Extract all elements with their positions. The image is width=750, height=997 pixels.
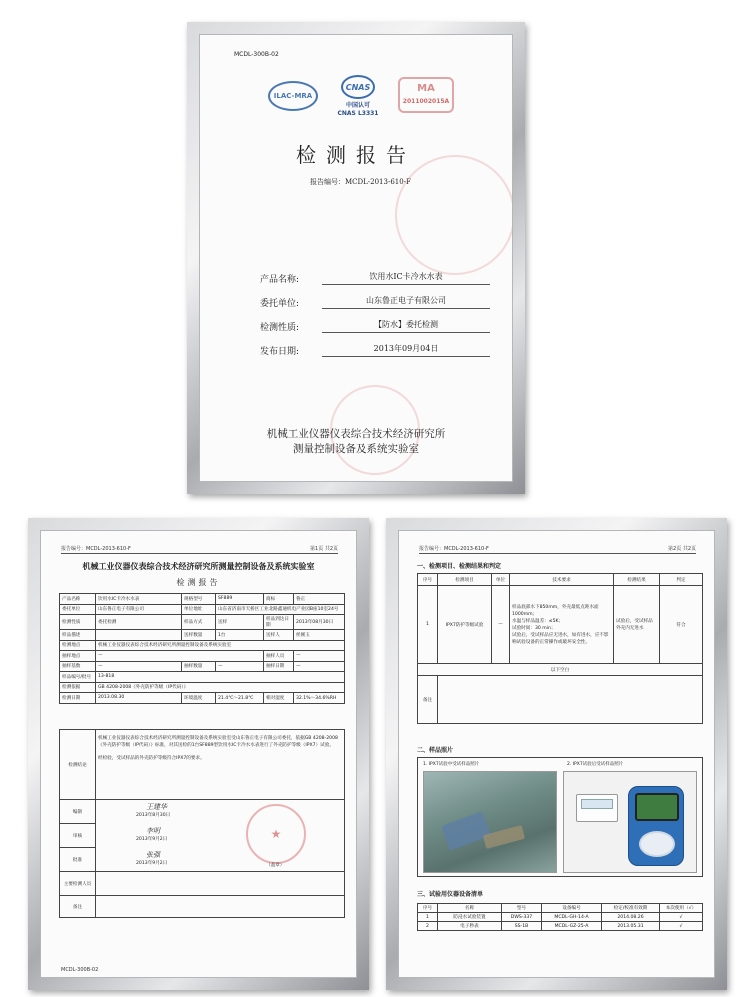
cell: 鲁正 xyxy=(294,594,345,605)
form-code: MCDL-300B-02 xyxy=(234,51,279,58)
cell: 机械工业仪器仪表综合技术经济研究所测量控制设备及系统实验室 xyxy=(96,640,345,651)
cell: 检测性质 xyxy=(60,615,96,630)
equipment-table xyxy=(417,903,703,931)
cell xyxy=(96,872,345,896)
table-row xyxy=(60,615,345,630)
cell: SF889 xyxy=(216,594,264,605)
signature: 李明 xyxy=(146,827,160,835)
table-header-row xyxy=(418,904,703,913)
cover-page xyxy=(199,34,513,482)
signature: 张强 xyxy=(146,851,160,859)
cell: 送样 xyxy=(216,615,264,630)
cell: — xyxy=(492,586,510,664)
field-row xyxy=(260,333,490,357)
issuing-organization xyxy=(200,427,512,457)
conclusion-text: 经检验，受试样品的外壳防护等级符合IPX7的要求。 xyxy=(98,756,205,761)
cell: 2013.05.31 xyxy=(602,922,660,931)
report-number: 报告编号：MCDL-2013-610-F xyxy=(310,178,411,186)
table-row xyxy=(418,676,703,724)
section-heading: 一、检测项目、检测结果和判定 xyxy=(417,563,502,570)
cell: GB 4208-2008《外壳防护等级（IP代码）》 xyxy=(96,682,345,693)
table-row xyxy=(60,651,345,662)
section-heading: 三、试验用仪器设备清单 xyxy=(417,891,484,898)
cell: IPX7防护等级试验 xyxy=(438,586,492,664)
field-value: 饮用水IC卡冷水水表 xyxy=(322,271,490,285)
requirement-line: 试验时间：30 min； xyxy=(512,625,556,631)
conclusion-text: 机械工业仪器仪表综合技术经济研究所测量控制设备及系统实验室受山东鲁正电子有限公司委托，依据GB 4208-2008《外壳防护等级（IP代码）》标准，对其送检的1台SF889型饮用水IC卡冷水水表进行了外壳防护等级（IPX7）试验。 xyxy=(98,736,338,748)
requirement-line: 样品底部水下850mm，外壳最低点距水面1000mm； xyxy=(512,604,599,617)
header-page-no: 第2页 共2页 xyxy=(668,546,696,552)
cell: — xyxy=(96,651,264,662)
cell: 1 xyxy=(418,586,438,664)
cell: 侯刚玉 xyxy=(294,630,345,641)
cell: 相对湿度 xyxy=(264,693,294,704)
cnas-number: CNAS L3331 xyxy=(337,110,379,117)
cell: 抽样地点 xyxy=(60,651,96,662)
cell: 饮用水IC卡冷水水表 xyxy=(96,594,182,605)
card-display-icon xyxy=(581,799,613,809)
cell: 以下空白 xyxy=(418,664,703,676)
signature-date: 2013年9月2日 xyxy=(136,861,168,866)
signature-date: 2013年9月2日 xyxy=(136,837,168,842)
page-footer-code: MCDL-300B-02 xyxy=(61,967,99,973)
report-page-1 xyxy=(40,530,357,978)
cell: 2014.08.26 xyxy=(602,913,660,922)
cell: 2 xyxy=(418,922,438,931)
table-row xyxy=(60,872,345,896)
cell: 检测结论 xyxy=(60,730,96,800)
table-row xyxy=(60,630,345,641)
cell: 批准 xyxy=(60,848,96,872)
table-header-row xyxy=(418,574,703,586)
header-report-no: 报告编号：MCDL-2013-610-F xyxy=(419,546,489,552)
column-header: 判定 xyxy=(660,574,703,586)
cell: 山东省济南市天桥区工业北路鑫通机电产业园B座10室24号 xyxy=(216,604,345,615)
page1-frame xyxy=(28,518,369,990)
cell xyxy=(96,896,345,918)
cell: 委托检测 xyxy=(96,615,182,630)
column-header: 设备编号 xyxy=(542,904,602,913)
sample-underwater-photo xyxy=(423,771,557,873)
pipe-fitting-icon xyxy=(483,825,525,849)
ic-card-icon xyxy=(576,794,618,822)
cell: 电子秒表 xyxy=(438,922,502,931)
header-report-no: 报告编号：MCDL-2013-610-F xyxy=(61,546,131,552)
table-row xyxy=(60,800,345,824)
stamp-caption: （盖章） xyxy=(266,863,285,868)
cell: SS-1B xyxy=(502,922,542,931)
field-row xyxy=(260,285,490,309)
cell: 符合 xyxy=(660,586,703,664)
column-header: 检定/校准有效期 xyxy=(602,904,660,913)
cell: MCDL-GZ-25-A xyxy=(542,922,602,931)
photo-caption: 2. IPX7试验后受试样品照片 xyxy=(567,762,624,767)
table-row xyxy=(60,693,345,704)
cell: 备注 xyxy=(60,896,96,918)
column-header: 检测结果 xyxy=(614,574,660,586)
org-line: 机械工业仪器仪表综合技术经济研究所 xyxy=(266,428,446,440)
signature-date: 2013年8月30日 xyxy=(136,813,171,818)
cell: — xyxy=(96,661,182,672)
sample-after-test-photo xyxy=(563,771,697,873)
cell: 2013.08.30 xyxy=(96,693,182,704)
cell: MCDL-GH-14-A xyxy=(542,913,602,922)
table-row xyxy=(418,586,703,664)
page-subtitle: 检测报告 xyxy=(176,578,221,587)
cell: 环境温度 xyxy=(182,693,216,704)
page-title: 机械工业仪器仪表综合技术经济研究所测量控制设备及系统实验室 xyxy=(82,561,315,571)
cnas-mark: CNAS xyxy=(341,75,375,99)
header-page-no: 第1页 共2页 xyxy=(310,546,338,552)
cell: 检测依据 xyxy=(60,682,96,693)
cell: 单位地址 xyxy=(182,604,216,615)
column-header: 本次使用（√） xyxy=(660,904,703,913)
cell xyxy=(96,630,182,641)
field-value: 2013年09月04日 xyxy=(322,343,490,357)
table-row xyxy=(60,672,345,683)
info-table xyxy=(59,593,345,704)
cell: 主要检测人员 xyxy=(60,872,96,896)
table-row xyxy=(60,661,345,672)
cell: 委托单位 xyxy=(60,604,96,615)
field-value: 【防水】委托检测 xyxy=(322,319,490,333)
cell: 山东鲁正电子有限公司 xyxy=(96,604,182,615)
page-header xyxy=(61,545,338,554)
photo-caption: 1. IPX7试验中受试样品照片 xyxy=(423,762,480,767)
table-row xyxy=(418,664,703,676)
column-header: 技术要求 xyxy=(510,574,614,586)
field-label: 产品名称: xyxy=(260,275,300,285)
page2-frame xyxy=(386,518,727,990)
table-row xyxy=(418,913,703,922)
report-title: 检测报告 xyxy=(296,143,416,167)
cell: 21.4℃～21.8℃ xyxy=(216,693,264,704)
cell: 抽样日期 xyxy=(264,661,294,672)
table-row xyxy=(60,604,345,615)
cell: 商标 xyxy=(264,594,294,605)
requirement-line: 试验后，受试样品应无进水，如有进水，应不影响试验设备的正常操作或破坏安全性。 xyxy=(512,632,609,645)
cell: 送样数量 xyxy=(182,630,216,641)
cell: 1 xyxy=(418,913,438,922)
meter-dial-icon xyxy=(639,831,675,857)
cell: 样品方式 xyxy=(182,615,216,630)
cell: √ xyxy=(660,913,703,922)
cell xyxy=(438,676,703,724)
cell: 样品描述 xyxy=(60,630,96,641)
column-header: 名称 xyxy=(438,904,502,913)
cell: 产品名称 xyxy=(60,594,96,605)
cma-logo xyxy=(398,77,454,113)
table-row xyxy=(60,594,345,605)
cell: 样品到达日期 xyxy=(264,615,294,630)
cell: 抽样基数 xyxy=(60,661,96,672)
cell: — xyxy=(294,661,345,672)
ilac-mra-logo: ILAC-MRA xyxy=(268,81,318,111)
conclusion-table xyxy=(59,729,345,918)
cell: — xyxy=(294,651,345,662)
cnas-sub: 中国认可 xyxy=(345,102,370,109)
cell: 检测日期 xyxy=(60,693,96,704)
cell: 抽样人员 xyxy=(264,651,294,662)
cnas-logo xyxy=(330,75,386,117)
column-header: 序号 xyxy=(418,574,438,586)
column-header: 序号 xyxy=(418,904,438,913)
page-header xyxy=(419,545,696,554)
accreditation-logos xyxy=(268,75,458,115)
field-label: 发布日期: xyxy=(260,347,300,357)
cell: DWS-337 xyxy=(502,913,542,922)
cell: 2013年08月30日 xyxy=(294,615,345,630)
table-row xyxy=(418,922,703,931)
cell: 规格型号 xyxy=(182,594,216,605)
cell: 样品编号/批号 xyxy=(60,672,96,683)
meter-in-water-icon xyxy=(441,811,491,850)
section-heading: 二、样品照片 xyxy=(417,747,454,754)
field-value: 山东鲁正电子有限公司 xyxy=(322,295,490,309)
cell: 抽样数量 xyxy=(182,661,216,672)
faint-stamp xyxy=(395,155,513,275)
cell: 送样人 xyxy=(264,630,294,641)
signature: 王建华 xyxy=(146,803,167,811)
cover-fields xyxy=(260,261,490,357)
signature-cell xyxy=(96,800,345,872)
star-stamp-icon: ★ xyxy=(246,804,306,864)
field-label: 委托单位: xyxy=(260,299,300,309)
cell: — xyxy=(216,661,264,672)
field-row xyxy=(260,261,490,285)
cover-frame xyxy=(187,22,525,494)
cell: 备注 xyxy=(418,676,438,724)
cell: √ xyxy=(660,922,703,931)
field-label: 检测性质: xyxy=(260,323,300,333)
requirement-line: 水温与样品温差：≤5K； xyxy=(512,618,564,624)
water-meter-icon xyxy=(628,786,684,866)
cell: 检测地点 xyxy=(60,640,96,651)
table-row xyxy=(60,896,345,918)
report-page-2 xyxy=(398,530,715,978)
table-row xyxy=(60,730,345,800)
field-row xyxy=(260,309,490,333)
lcd-display-icon xyxy=(635,793,679,821)
cell: 试验后，受试样品外壳内无进水 xyxy=(614,586,660,664)
column-header: 型号 xyxy=(502,904,542,913)
cell: 13-818 xyxy=(96,672,345,683)
column-header: 检测项目 xyxy=(438,574,492,586)
cell: 32.1%～34.6%RH xyxy=(294,693,345,704)
cell: 防浸水试验装置 xyxy=(438,913,502,922)
table-row xyxy=(60,640,345,651)
conclusion-cell xyxy=(96,730,345,800)
cma-number: 2011002015A xyxy=(402,98,450,105)
org-line: 测量控制设备及系统实验室 xyxy=(293,443,419,455)
cell: 1台 xyxy=(216,630,264,641)
table-row xyxy=(60,682,345,693)
cell: 审核 xyxy=(60,824,96,848)
cma-mark: MA xyxy=(417,83,435,94)
column-header: 单位 xyxy=(492,574,510,586)
cell: 编制 xyxy=(60,800,96,824)
items-table xyxy=(417,573,703,724)
requirement-cell xyxy=(510,586,614,664)
